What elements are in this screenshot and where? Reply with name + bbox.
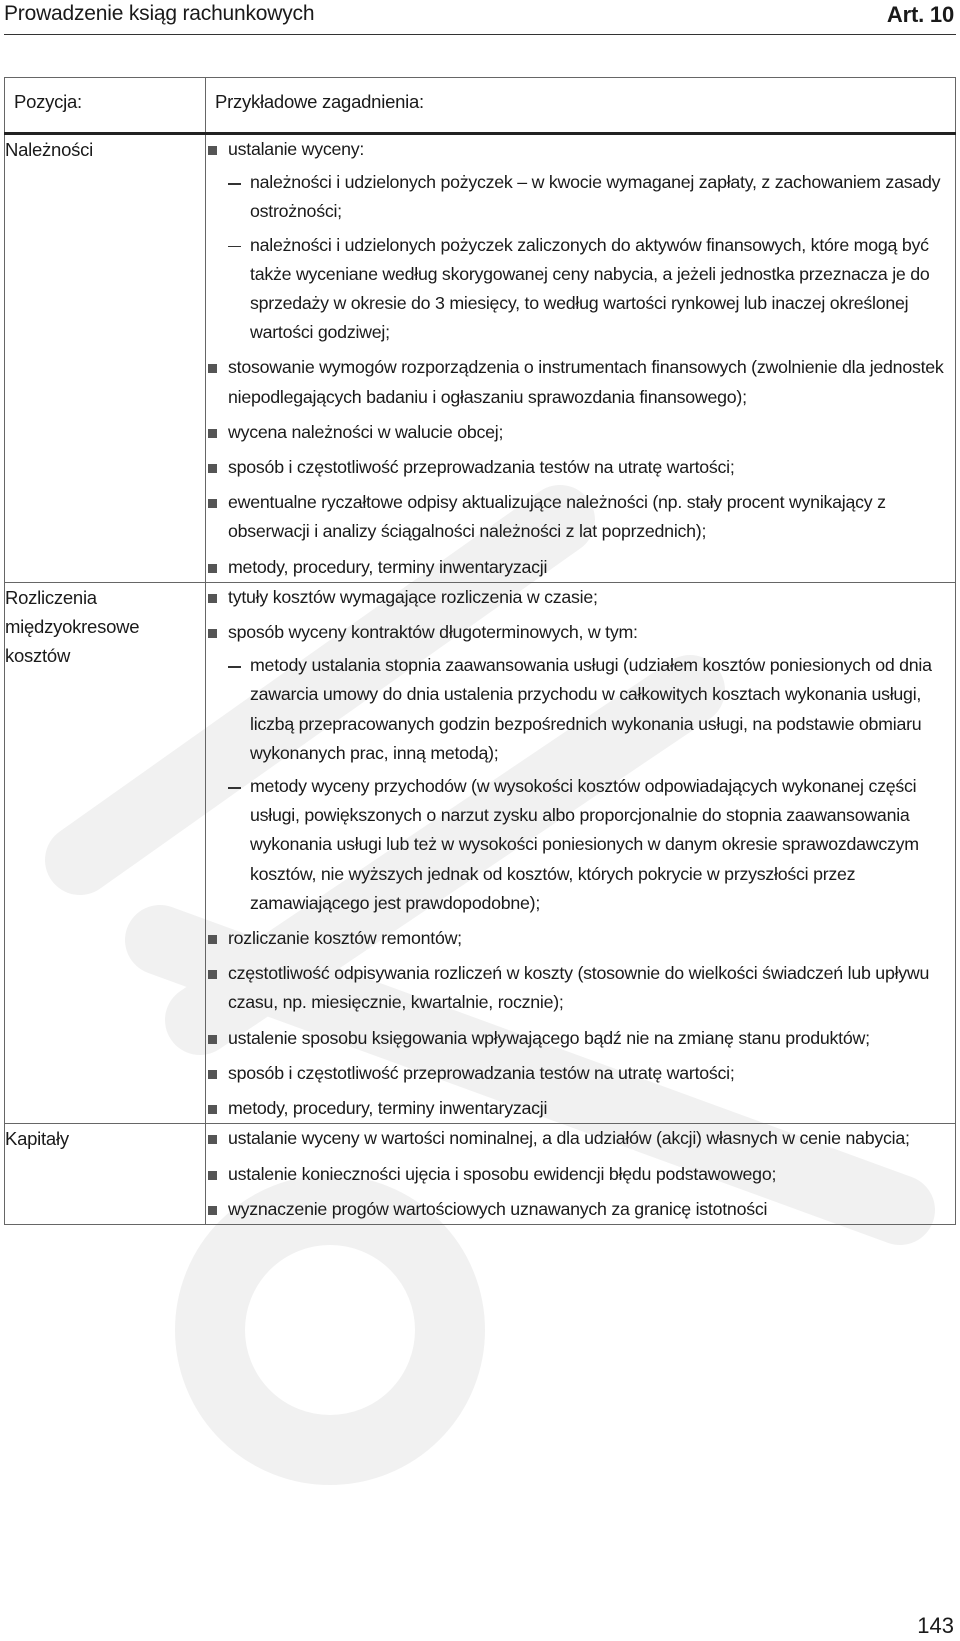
sub-list-item (228, 168, 955, 226)
table-row (5, 134, 956, 583)
square-bullet-icon (208, 1035, 217, 1044)
list-item (206, 1124, 955, 1153)
item-text: sposób wyceny kontraktów długoterminowych, w tym: (228, 622, 638, 643)
list-item (206, 1160, 955, 1189)
item-text: ewentualne ryczałtowe odpisy aktualizujące należności (np. stały procent wynikający z obserwacji i analizy ściągalności należności z lat poprzednich); (228, 492, 886, 542)
square-bullet-icon (208, 629, 217, 638)
list-item (206, 353, 955, 411)
sub-item-text: należności i udzielonych pożyczek zaliczonych do aktywów finansowych, które mogą być także wyceniane według skorygowanej ceny nabycia, a jeżeli jednostka przeznacza je do sprzedaży w okresie do 3 miesięcy, to według wartości rynkowej lub inaczej określonej wartości godziwej; (250, 234, 930, 343)
square-bullet-icon (208, 1135, 217, 1144)
list-item (206, 583, 955, 612)
item-text: ustalanie wyceny w wartości nominalnej, a dla udziałów (akcji) własnych w cenie nabycia; (228, 1128, 910, 1149)
item-text: ustalenie sposobu księgowania wpływającego bądź nie na zmianę stanu produktów; (228, 1027, 870, 1048)
row-issues (206, 582, 956, 1123)
page-header (4, 0, 956, 35)
sub-item-text: metody ustalania stopnia zaawansowania usługi (udziałem kosztów poniesionych od dnia zawarcia umowy do dnia ustalenia przychodu w całkowitych kosztach wykonania usługi, liczbą przepracowanych godzin bezpośrednich wykonania usługi, na podstawie obmiaru wykonanych prac, inną metodą); (250, 655, 932, 763)
item-text: metody, procedury, terminy inwentaryzacji (228, 1098, 548, 1119)
square-bullet-icon (208, 146, 217, 155)
item-text: metody, procedury, terminy inwentaryzacji (228, 556, 548, 577)
column-header-issues: Przykładowe zagadnienia: (206, 78, 956, 134)
item-text: ustalanie wyceny: (228, 139, 365, 159)
row-issues (206, 1124, 956, 1225)
list-item (206, 1195, 955, 1224)
dash-icon (228, 666, 241, 668)
sub-list-item (228, 231, 955, 348)
square-bullet-icon (208, 935, 217, 944)
list-item (206, 418, 955, 447)
list-item (206, 453, 955, 482)
issues-table (4, 77, 956, 1225)
item-text: sposób i częstotliwość przeprowadzania testów na utratę wartości; (228, 457, 735, 478)
row-issues (206, 134, 956, 583)
square-bullet-icon (208, 499, 217, 508)
list-item (206, 1059, 955, 1088)
sub-item-text: należności i udzielonych pożyczek – w kwocie wymaganej zapłaty, z zachowaniem zasady ostrożności; (250, 172, 941, 222)
item-text: rozliczanie kosztów remontów; (228, 928, 462, 949)
row-position-label: Rozliczenia międzyokresowe kosztów (5, 582, 206, 1123)
list-item (206, 135, 955, 347)
square-bullet-icon (208, 429, 217, 438)
dash-icon (228, 246, 241, 248)
item-text: stosowanie wymogów rozporządzenia o instrumentach finansowych (zwolnienie dla jednostek niepodlegających badaniu i ogłaszaniu sprawozdania finansowego); (228, 357, 944, 407)
sub-item-text: metody wyceny przychodów (w wysokości kosztów odpowiadających wykonanej części usługi, powiększonych o narzut zysku albo proporcjonalnie do stopnia zaawansowania wykonania usługi lub też w wysokości poniesionych w danym okresie sprawozdawczym kosztów, nie wyższych jednak od kosztów, których pokrycie w przyszłości przez zamawiającego jest prawdopodobne); (250, 776, 919, 913)
item-text: sposób i częstotliwość przeprowadzania testów na utratę wartości; (228, 1062, 735, 1083)
square-bullet-icon (208, 970, 217, 979)
table-row (5, 1124, 956, 1225)
running-title: Prowadzenie ksiąg rachunkowych (4, 2, 315, 25)
list-item (206, 924, 955, 953)
table-row (5, 582, 956, 1123)
item-text: ustalenie konieczności ujęcia i sposobu ewidencji błędu podstawowego; (228, 1163, 777, 1184)
square-bullet-icon (208, 1171, 217, 1180)
list-item (206, 1024, 955, 1053)
square-bullet-icon (208, 1070, 217, 1079)
row-position-label: Należności (5, 134, 206, 583)
list-item (206, 553, 955, 582)
list-item (206, 1094, 955, 1123)
list-item (206, 618, 955, 918)
dash-icon (228, 787, 241, 789)
item-text: częstotliwość odpisywania rozliczeń w koszty (stosownie do wielkości świadczeń lub upływu czasu, np. miesięcznie, kwartalnie, rocznie); (228, 963, 930, 1013)
list-item (206, 959, 955, 1017)
article-number: Art. 10 (886, 2, 954, 27)
column-header-position: Pozycja: (5, 78, 206, 134)
square-bullet-icon (208, 594, 217, 603)
sub-list-item (228, 772, 955, 918)
square-bullet-icon (208, 464, 217, 473)
square-bullet-icon (208, 1105, 217, 1114)
item-text: wycena należności w walucie obcej; (228, 421, 504, 442)
sub-list-item (228, 651, 955, 768)
item-text: wyznaczenie progów wartościowych uznawanych za granicę istotności (228, 1198, 768, 1219)
list-item (206, 488, 955, 546)
table-header-row (5, 78, 956, 134)
dash-icon (228, 183, 241, 185)
row-position-label: Kapitały (5, 1124, 206, 1225)
square-bullet-icon (208, 564, 217, 573)
page-number: 143 (917, 1613, 954, 1638)
item-text: tytuły kosztów wymagające rozliczenia w czasie; (228, 586, 598, 607)
square-bullet-icon (208, 1206, 217, 1215)
square-bullet-icon (208, 364, 217, 373)
